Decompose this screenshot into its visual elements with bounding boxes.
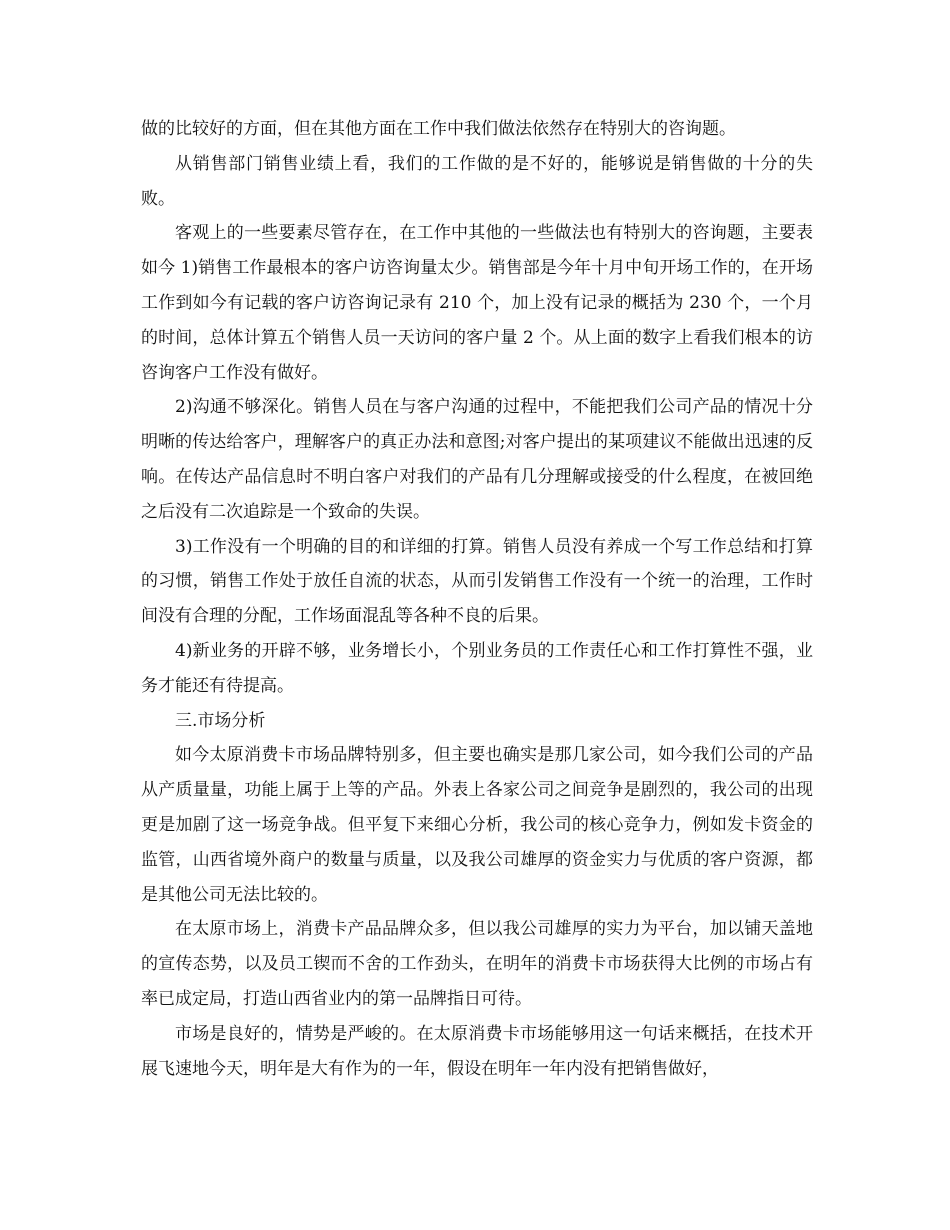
paragraph-sales-performance: 从销售部门销售业绩上看，我们的工作做的是不好的，能够说是销售做的十分的失败。 xyxy=(141,153,813,209)
paragraph-problem-4: 4)新业务的开辟不够，业务增长小，个别业务员的工作责任心和工作打算性不强，业务才能还有待提高。 xyxy=(141,640,813,696)
document-body xyxy=(141,112,813,1086)
paragraph-taiyuan-market: 在太原市场上，消费卡产品品牌众多，但以我公司雄厚的实力为平台，加以铺天盖地的宣传态势，以及员工锲而不舍的工作劲头，在明年的消费卡市场获得大比例的市场占有率已成定局，打造山西省业内的第一品牌指日可待。 xyxy=(141,919,813,1009)
paragraph-market-outlook: 市场是良好的，情势是严峻的。在太原消费卡市场能够用这一句话来概括，在技术开展飞速地今天，明年是大有作为的一年，假设在明年一年内没有把销售做好， xyxy=(141,1023,813,1079)
section-heading-market-analysis: 三.市场分析 xyxy=(175,710,266,731)
paragraph-problem-1: 客观上的一些要素尽管存在，在工作中其他的一些做法也有特别大的咨询题，主要表如今 1)销售工作最根本的客户访咨询量太少。销售部是今年十月中旬开场工作的，在开场工作到如今有记载的客户访咨询记录有 210 个，加上没有记录的概括为 230 个，一个月的时间，总体计算五个销售人员一天访问的客户量 2 个。从上面的数字上看我们根本的访咨询客户工作没有做好。 xyxy=(141,223,813,383)
paragraph-market-brands: 如今太原消费卡市场品牌特别多，但主要也确实是那几家公司，如今我们公司的产品从产质量量，功能上属于上等的产品。外表上各家公司之间竞争是剧烈的，我公司的出现更是加剧了这一场竞争战。但平复下来细心分析，我公司的核心竞争力，例如发卡资金的监管，山西省境外商户的数量与质量，以及我公司雄厚的资金实力与优质的客户资源，都是其他公司无法比较的。 xyxy=(141,745,813,905)
paragraph-continuation: 做的比较好的方面，但在其他方面在工作中我们做法依然存在特别大的咨询题。 xyxy=(141,119,736,139)
paragraph-problem-3: 3)工作没有一个明确的目的和详细的打算。销售人员没有养成一个写工作总结和打算的习惯，销售工作处于放任自流的状态，从而引发销售工作没有一个统一的治理，工作时间没有合理的分配，工作场面混乱等各种不良的后果。 xyxy=(141,536,813,627)
paragraph-problem-2: 2)沟通不够深化。销售人员在与客户沟通的过程中，不能把我们公司产品的情况十分明晰的传达给客户，理解客户的真正办法和意图;对客户提出的某项建议不能做出迅速的反响。在传达产品信息时不明白客户对我们的产品有几分理解或接受的什么程度，在被回绝之后没有二次追踪是一个致命的失误。 xyxy=(141,397,813,522)
